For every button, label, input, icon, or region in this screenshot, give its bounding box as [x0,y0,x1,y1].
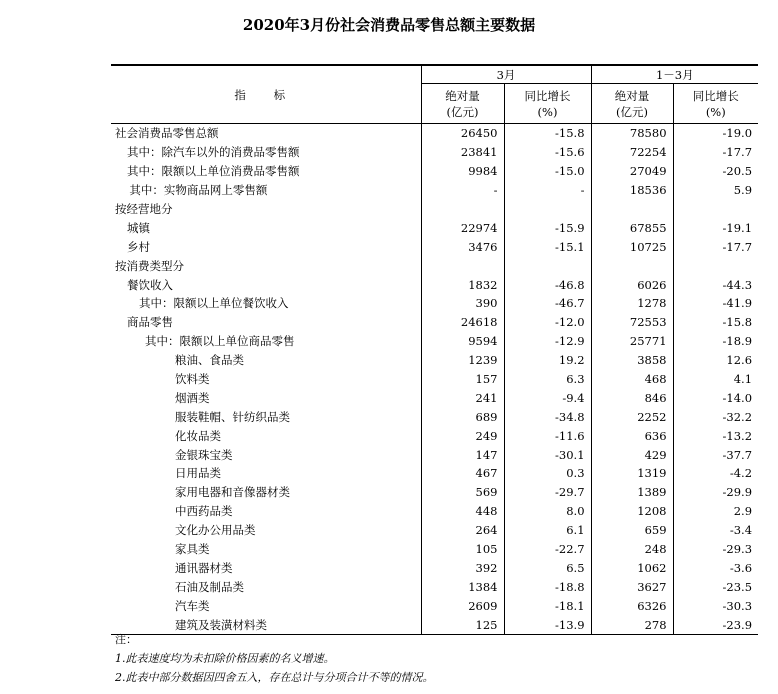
header-march-abs [421,84,504,124]
cell-march-yoy: -18.8 [504,577,591,596]
header-yoy-unit: (%) [537,104,558,119]
cell-march-yoy: -11.6 [504,426,591,445]
header-period-march: 3月 [421,65,591,84]
cell-march-abs: 1384 [421,577,504,596]
cell-q1-yoy: -20.5 [722,164,753,179]
table-row [111,294,758,313]
cell-q1-abs: 67855 [591,218,673,237]
cell-q1-abs: 10725 [591,237,673,256]
row-label: 饮料类 [111,370,421,389]
cell-march-abs: 9984 [421,162,504,181]
cell-march-abs: - [421,181,504,200]
cell-march-abs: 23841 [421,143,504,162]
cell-march-yoy: 6.5 [504,558,591,577]
cell-march-abs: 392 [421,558,504,577]
cell-q1-yoy [673,200,758,219]
cell-march-abs: 249 [421,426,504,445]
row-label: 其中：限额以上单位商品零售 [111,332,421,351]
cell-q1-yoy: -23.9 [673,615,758,634]
cell-march-yoy: -34.8 [504,407,591,426]
cell-q1-yoy: -30.3 [722,598,753,613]
cell-march-yoy: -15.1 [504,237,591,256]
header-indicator: 指 标 [111,65,421,124]
table-row [111,200,758,219]
row-label: 社会消费品零售总额 [111,124,421,143]
table-row [111,407,758,426]
table-row [111,388,758,407]
cell-march-yoy: -15.9 [504,218,591,237]
cell-march-abs: 26450 [421,124,504,143]
cell-q1-yoy: -19.1 [722,220,753,235]
cell-march-abs: 467 [421,464,504,483]
row-label: 汽车类 [111,596,421,615]
cell-march-yoy: 6.3 [504,370,591,389]
cell-q1-abs: 1208 [591,502,673,521]
cell-march-abs: 3476 [421,237,504,256]
table-row [111,143,758,162]
cell-march-abs: 390 [421,294,504,313]
header-yoy-unit: (%) [705,104,726,119]
row-label: 商品零售 [111,313,421,332]
page-title: 2020年3月份社会消费品零售总额主要数据 [242,16,536,34]
table-row [111,502,758,521]
header-abs-label: 绝对量 [614,88,650,103]
cell-q1-yoy: 2.9 [733,504,753,519]
cell-q1-yoy: 12.6 [726,353,753,368]
header-q1-yoy [673,84,758,124]
cell-march-abs: 105 [421,540,504,559]
row-label: 日用品类 [111,464,421,483]
cell-march-abs [421,200,504,219]
table-row [111,275,758,294]
cell-q1-abs: 1062 [591,558,673,577]
footnote-head: 注： [115,633,137,646]
cell-q1-yoy: -32.2 [722,409,753,424]
cell-march-yoy: -46.8 [504,275,591,294]
cell-q1-abs: 278 [591,615,673,634]
row-label: 金银珠宝类 [111,445,421,464]
table-row [111,313,758,332]
row-label: 乡村 [111,237,421,256]
header-abs-unit: (亿元) [446,104,479,119]
row-label: 服装鞋帽、针纺织品类 [111,407,421,426]
cell-march-yoy: 19.2 [504,351,591,370]
cell-q1-abs: 27049 [591,162,673,181]
cell-march-yoy: -15.8 [504,124,591,143]
row-label: 其中：限额以上单位消费品零售额 [111,162,421,181]
table-row [111,370,758,389]
row-label: 建筑及装潢材料类 [111,615,421,634]
cell-march-abs: 1239 [421,351,504,370]
cell-q1-abs: 429 [591,445,673,464]
cell-q1-yoy: -19.0 [722,126,753,141]
header-abs-label: 绝对量 [445,88,480,103]
cell-q1-yoy: -29.3 [722,542,753,557]
table-row [111,596,758,615]
row-label: 其中：实物商品网上零售额 [111,181,421,200]
row-label: 通讯器材类 [111,558,421,577]
cell-q1-abs: 18536 [591,181,673,200]
cell-q1-yoy: -17.7 [722,145,753,160]
cell-q1-abs: 248 [591,540,673,559]
footnotes [115,630,434,687]
table-row [111,181,758,200]
data-table [111,64,758,635]
table-row [111,332,758,351]
header-march-yoy [504,84,591,124]
row-label: 文化办公用品类 [111,521,421,540]
table-row [111,256,758,275]
cell-march-abs: 689 [421,407,504,426]
row-label: 其中：除汽车以外的消费品零售额 [111,143,421,162]
table-row [111,521,758,540]
row-label: 石油及制品类 [111,577,421,596]
cell-q1-abs: 72254 [591,143,673,162]
cell-q1-yoy: -15.8 [722,315,753,330]
cell-q1-abs: 3858 [591,351,673,370]
table-row [111,577,758,596]
cell-q1-yoy [673,256,758,275]
cell-march-abs: 125 [421,615,504,634]
cell-q1-abs: 72553 [591,313,673,332]
cell-march-yoy: -18.1 [504,596,591,615]
header-yoy-label: 同比增长 [524,88,571,103]
cell-q1-abs: 1278 [591,294,673,313]
cell-march-yoy: -22.7 [504,540,591,559]
cell-march-abs: 448 [421,502,504,521]
cell-q1-yoy: -23.5 [722,579,753,594]
cell-q1-yoy: 5.9 [733,183,753,198]
cell-q1-yoy: -18.9 [722,334,753,349]
cell-march-yoy: 8.0 [504,502,591,521]
row-label: 家用电器和音像器材类 [111,483,421,502]
cell-q1-abs: 25771 [591,332,673,351]
cell-march-yoy: 0.3 [504,464,591,483]
row-label: 城镇 [111,218,421,237]
row-label: 烟酒类 [111,388,421,407]
cell-march-yoy: -9.4 [504,388,591,407]
cell-q1-abs: 1319 [591,464,673,483]
cell-q1-yoy: -3.6 [729,560,753,575]
cell-q1-abs: 6326 [591,596,673,615]
row-label: 粮油、食品类 [111,351,421,370]
header-q1-abs [591,84,673,124]
cell-march-yoy: 6.1 [504,521,591,540]
cell-q1-abs: 1389 [591,483,673,502]
cell-march-yoy: - [504,181,591,200]
cell-march-yoy [504,256,591,275]
cell-march-yoy: -15.0 [504,162,591,181]
cell-q1-abs: 2252 [591,407,673,426]
cell-q1-yoy: -37.7 [722,447,753,462]
table-row [111,445,758,464]
cell-q1-yoy: -17.7 [722,239,753,254]
table-row [111,218,758,237]
header-abs-unit: (亿元) [616,104,648,119]
cell-q1-abs [591,256,673,275]
cell-march-yoy: -13.9 [504,615,591,634]
cell-q1-abs: 468 [591,370,673,389]
table-row [111,483,758,502]
footnote-1: 1.此表速度均为未扣除价格因素的名义增速。 [115,652,335,665]
cell-q1-abs: 846 [591,388,673,407]
cell-march-abs: 569 [421,483,504,502]
cell-q1-abs [591,200,673,219]
cell-q1-yoy: -41.9 [722,296,753,311]
footnote-2: 2.此表中部分数据因四舍五入，存在总计与分项合计不等的情况。 [115,671,434,684]
cell-march-abs: 9594 [421,332,504,351]
cell-march-abs: 241 [421,388,504,407]
cell-march-abs: 147 [421,445,504,464]
table-row [111,464,758,483]
cell-march-abs: 2609 [421,596,504,615]
table-row [111,540,758,559]
cell-q1-yoy: -4.2 [729,466,753,481]
row-label: 其中：限额以上单位餐饮收入 [111,294,421,313]
cell-march-abs: 24618 [421,313,504,332]
cell-march-yoy: -29.7 [504,483,591,502]
cell-q1-abs: 636 [591,426,673,445]
cell-march-yoy: -30.1 [504,445,591,464]
table-row [111,351,758,370]
row-label: 餐饮收入 [111,275,421,294]
cell-q1-abs: 3627 [591,577,673,596]
table-row [111,162,758,181]
table-row [111,426,758,445]
table-row [111,124,758,143]
cell-q1-abs: 659 [591,521,673,540]
cell-q1-yoy: -14.0 [722,390,753,405]
row-label: 家具类 [111,540,421,559]
header-yoy-label: 同比增长 [692,88,739,103]
cell-march-yoy: -12.9 [504,332,591,351]
cell-march-yoy: -15.6 [504,143,591,162]
table-row [111,237,758,256]
cell-q1-yoy: -3.4 [729,523,753,538]
cell-q1-yoy: -13.2 [722,428,753,443]
cell-march-abs: 157 [421,370,504,389]
row-label: 按经营地分 [111,200,421,219]
cell-q1-yoy: -29.9 [722,485,753,500]
cell-march-yoy [504,200,591,219]
cell-march-abs: 1832 [421,275,504,294]
table-row [111,558,758,577]
row-label: 化妆品类 [111,426,421,445]
cell-march-yoy: -46.7 [504,294,591,313]
row-label: 中西药品类 [111,502,421,521]
cell-q1-abs: 6026 [591,275,673,294]
cell-march-abs: 22974 [421,218,504,237]
table-body [111,124,758,635]
cell-march-abs: 264 [421,521,504,540]
row-label: 按消费类型分 [111,256,421,275]
cell-q1-yoy: -44.3 [722,277,753,292]
cell-march-abs [421,256,504,275]
cell-q1-abs: 78580 [591,124,673,143]
header-period-q1: 1－3月 [591,65,758,84]
cell-march-yoy: -12.0 [504,313,591,332]
cell-q1-yoy: 4.1 [733,372,753,387]
